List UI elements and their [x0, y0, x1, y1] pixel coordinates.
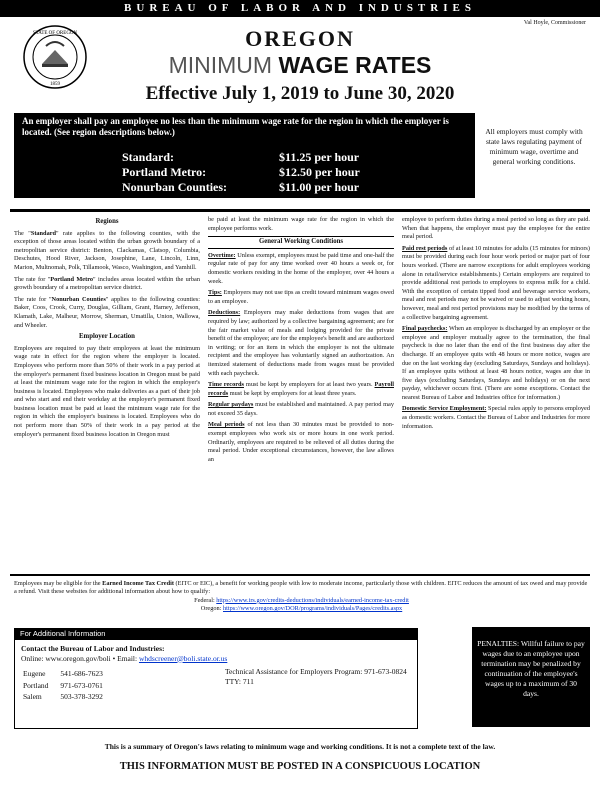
oregon-link[interactable]: https://www.oregon.gov/DOR/programs/individuals/Pages/credits.aspx — [223, 605, 403, 613]
meal-label: Meal periods — [208, 421, 245, 429]
portland-prefix: The rate for " — [14, 275, 51, 283]
assistance-info — [225, 667, 407, 686]
rate-label-portland: Portland Metro: — [122, 165, 207, 179]
meal-continued: employee to perform duties during a meal period so long as they are paid. When that happens, the employer must pay the employee for the entire meal period. — [402, 216, 590, 241]
paydays-text: must be established and maintained. A pay period may not exceed 35 days. — [208, 401, 394, 417]
meal-para — [208, 421, 394, 464]
office-row — [23, 669, 113, 679]
seal-ring-text: STATE OF OREGON — [32, 31, 78, 36]
column-regions — [14, 216, 200, 442]
title-state: OREGON — [245, 26, 355, 51]
overtime-text: Unless exempt, employees must be paid time and one-half the regular rate of pay for any time worked over 40 hours a week or, for domestic workers residing in the home of the employer, over 44 hours a week. — [208, 251, 394, 285]
office-phone: 541-686-7623 — [60, 669, 103, 678]
regions-heading: Regions — [95, 218, 119, 225]
tty-number: 711 — [242, 676, 254, 686]
portland-text: " includes areas located within the urban growth boundary of a metropolitan service district. — [14, 275, 200, 292]
contact-line: Contact the Bureau of Labor and Industries: — [21, 644, 165, 653]
additional-info-heading: For Additional Information — [14, 628, 418, 639]
office-city: Salem — [23, 692, 42, 702]
rate-label-nonurban: Nonurban Counties: — [122, 180, 228, 194]
email-link[interactable]: whdscreener@boli.state.or.us — [138, 653, 228, 663]
tap-line — [225, 667, 407, 677]
rate-box — [14, 113, 475, 198]
column-general-continued — [402, 216, 590, 434]
email-label: Email: — [117, 653, 138, 663]
payroll-records-label: Payroll records — [208, 381, 394, 397]
employer-location-text: Employees are required to pay their employees at least the minimum wage rate in effect for the region where the employer is located. Employees who perform more than 50% of their work in a pay period at the employer's permanent fixed business location in Oregon must be paid at least the minimum wage rate for the region in which the employer's business is located. Employees who make deliveries as a part of their job and who start and end their workday at the employer's permanent fixed business location must be paid at least the minimum wage rate for the region in which the employer's business is located. Employees who do not perform more than 50% of their work in a pay period at the employer's permanent fixed business location in Oregon must — [14, 344, 200, 438]
final-label: Final paychecks: — [402, 325, 448, 333]
tips-para — [208, 289, 394, 306]
domestic-text: Special rules apply to persons employed as domestic workers. Contact the Bureau of Labor and Industries for more information. — [402, 405, 590, 430]
nonurban-text: " applies to the following counties: Baker, Coos, Crook, Curry, Douglas, Gilliam, Grant, Harney, Jefferson, Klamath, Lake, Malheur, Morrow, Sherman, Umatilla, Union, Wallowa, and Wheeler. — [14, 295, 201, 329]
nonurban-prefix: The rate for " — [14, 295, 52, 303]
tty-label: TTY: — [225, 676, 241, 686]
title-main — [0, 52, 600, 79]
meal-text: of not less than 30 minutes must be provided to non-exempt employees who work six or more hours in one work period. Ordinarily, employees are required to be relieved of all duties during the meal period. Under exceptional circumstances, however, the law allows an — [208, 421, 394, 463]
employer-location-heading: Employer Location — [79, 333, 135, 341]
agency-banner: BUREAU OF LABOR AND INDUSTRIES — [0, 0, 600, 17]
eitc-body: (EITC or EIC), a benefit for working people with low to moderate income, particularly those with children. EITC reduces the amount of tax owed and may provide a refund. Visit these websites for additional information about how to qualify: — [14, 580, 588, 596]
tty-line — [225, 677, 407, 687]
deductions-label: Deductions: — [208, 309, 241, 317]
posting-notice: THIS INFORMATION MUST BE POSTED IN A CONSPICUOUS LOCATION — [119, 761, 481, 772]
rest-para — [402, 245, 590, 322]
paydays-para — [208, 401, 394, 418]
tips-text: Employers may not use tips as credit toward minimum wages owed to an employee. — [208, 289, 394, 305]
rest-label: Paid rest periods — [402, 244, 448, 252]
rate-value-nonurban: $11.00 per hour — [279, 180, 360, 194]
divider-bottom — [10, 574, 590, 576]
general-heading: General Working Conditions — [208, 236, 394, 249]
column-general — [208, 216, 394, 467]
online-label: Online: www.oregon.gov/boli — [21, 653, 111, 663]
time-records-text: must be kept by employers for at least two years. — [243, 381, 375, 389]
office-phone: 971-673-0761 — [60, 680, 103, 690]
portland-label: Portland Metro — [50, 275, 94, 283]
office-phone: 503-378-3292 — [60, 692, 103, 702]
time-records-label: Time records — [208, 381, 244, 389]
summary-note: This is a summary of Oregon's laws relating to minimum wage and working conditions. It is not a complete text of the law. — [104, 742, 496, 751]
penalty-text: PENALTIES: Willful failure to pay wages due to an employee upon termination may be penalized by continuation of the employee's wages up to a maximum of 30 days. — [477, 639, 585, 698]
domestic-para — [402, 405, 590, 431]
final-para — [402, 325, 590, 402]
tap-phone: 971-673-0824 — [364, 667, 407, 676]
title-minimum: MINIMUM — [168, 52, 273, 78]
tips-label: Tips: — [208, 289, 222, 297]
penalty-box — [472, 627, 590, 727]
divider-top — [10, 209, 590, 212]
oregon-label: Oregon: — [200, 605, 222, 613]
eitc-section — [14, 580, 589, 614]
nonurban-label: Nonurban Counties — [51, 295, 106, 303]
records-para — [208, 381, 394, 398]
online-line: Online: www.oregon.gov/boli • Email: whdscreener@boli.state.or.us — [21, 653, 228, 663]
eitc-federal — [14, 597, 589, 605]
additional-info-box — [14, 639, 418, 729]
eitc-text — [14, 580, 589, 597]
payroll-records-text: must be kept by employers for at least three years. — [228, 389, 357, 397]
deductions-text: Employers may make deductions from wages that are required by law; authorized by a collective bargaining agreement; are for the fair market value of meals and lodging provided for the private benefit of the employee; are for the employee's benefit and are authorized in writing; or for an item in which the employer is not the ultimate recipient and the employee has voluntarily signed an authorization. An itemized statement of deductions made from wages must be provided with each paycheck. — [208, 309, 394, 377]
paydays-label: Regular paydays — [208, 401, 254, 409]
compliance-note-text: All employers must comply with state laws regulating payment of minimum wage, overtime and general working conditions. — [485, 127, 583, 166]
title-rest: WAGE RATES — [278, 52, 432, 78]
commissioner-name: Val Hoyle, Commissioner — [523, 20, 586, 26]
office-phones — [21, 667, 115, 704]
eitc-label: Earned Income Tax Credit — [102, 580, 174, 587]
tap-label: Technical Assistance for Employers Program: — [225, 667, 363, 676]
standard-label: Standard — [30, 229, 57, 237]
regions-standard: The "Standard" rate applies to the following counties, with the exception of those areas located within the urban growth boundary of a metropolitan service district: Benton, Clackamas, Clatsop, Columbia, Deschutes, Hood River, Jackson, Josephine, Lane, Lincoln, Linn, Marion, Multnomah, Polk, Tillamook, Wasco, Washington, and Yamhill. — [14, 229, 200, 271]
regions-nonurban — [14, 296, 200, 330]
compliance-note — [480, 115, 588, 195]
rate-intro: An employer shall pay an employee no less than the minimum wage rate for the region in which the employer is located. (See region descriptions below.) — [22, 116, 449, 137]
office-row — [23, 681, 113, 691]
overtime-label: Overtime: — [208, 251, 236, 259]
seal-year: 1859 — [50, 82, 60, 87]
employer-location-continued: be paid at least the minimum wage rate for the region in which the employee performs work. — [208, 216, 394, 232]
rest-text: of at least 10 minutes for adults (15 minutes for minors) must be provided during each four hour work period or major part of four hours worked. (There are narrow exceptions for adult employees working alone in retail/service establishments.) Certain employers are required to provide additional rest periods to employees to express milk for a child. With the exception of certain tipped food and beverage service workers, meal and rest periods may not be waived or used to adjust working hours, however, meal and rest period provisions may be modified by the terms of a collective bargaining agreement. — [402, 244, 590, 321]
rate-value-portland: $12.50 per hour — [279, 165, 360, 179]
office-row — [23, 692, 113, 702]
final-text: When an employee is discharged by an employer or the employee and employer mutually agree to the termination, the final paycheck is due no later than the end of the first business day after the discharge. If an employee quits with 48 hours or more notice, wages are due on the last working day (excluding Saturdays, Sundays and holidays). If an employee quits without at least 48 hours notice, wages are due in five days (excluding Saturdays, Sundays and holidays) or on the next payday, whichever occurs first. (There are some exceptions. Contact the nearest Bureau of Labor and Industries office for information.) — [402, 325, 590, 401]
effective-dates: Effective July 1, 2019 to June 30, 2020 — [145, 83, 455, 104]
office-city: Portland — [23, 680, 49, 690]
deductions-para — [208, 309, 394, 378]
eitc-oregon — [14, 605, 589, 613]
standard-text: rate applies to the following counties, with the exception of those areas located within the urban growth boundary of a metropolitan service district: Benton, Clackamas, Clatsop, Columbia, Deschutes, Hood River, Jackson, Josephine, Lane, Lincoln, Linn, Marion, Multnomah, Polk, Tillamook, Wasco, Washington, and Yamhill. — [14, 229, 200, 271]
federal-link[interactable]: https://www.irs.gov/credits-deductions/individuals/earned-income-tax-credit — [216, 596, 409, 604]
domestic-label: Domestic Service Employment: — [402, 405, 487, 413]
regions-portland — [14, 276, 200, 293]
rate-value-standard: $11.25 per hour — [279, 150, 360, 164]
rate-label-standard: Standard: — [122, 150, 175, 164]
federal-label: Federal: — [194, 596, 215, 604]
office-city: Eugene — [23, 669, 46, 678]
overtime-para — [208, 252, 394, 286]
eitc-prefix: Employees may be eligible for the — [14, 580, 103, 587]
